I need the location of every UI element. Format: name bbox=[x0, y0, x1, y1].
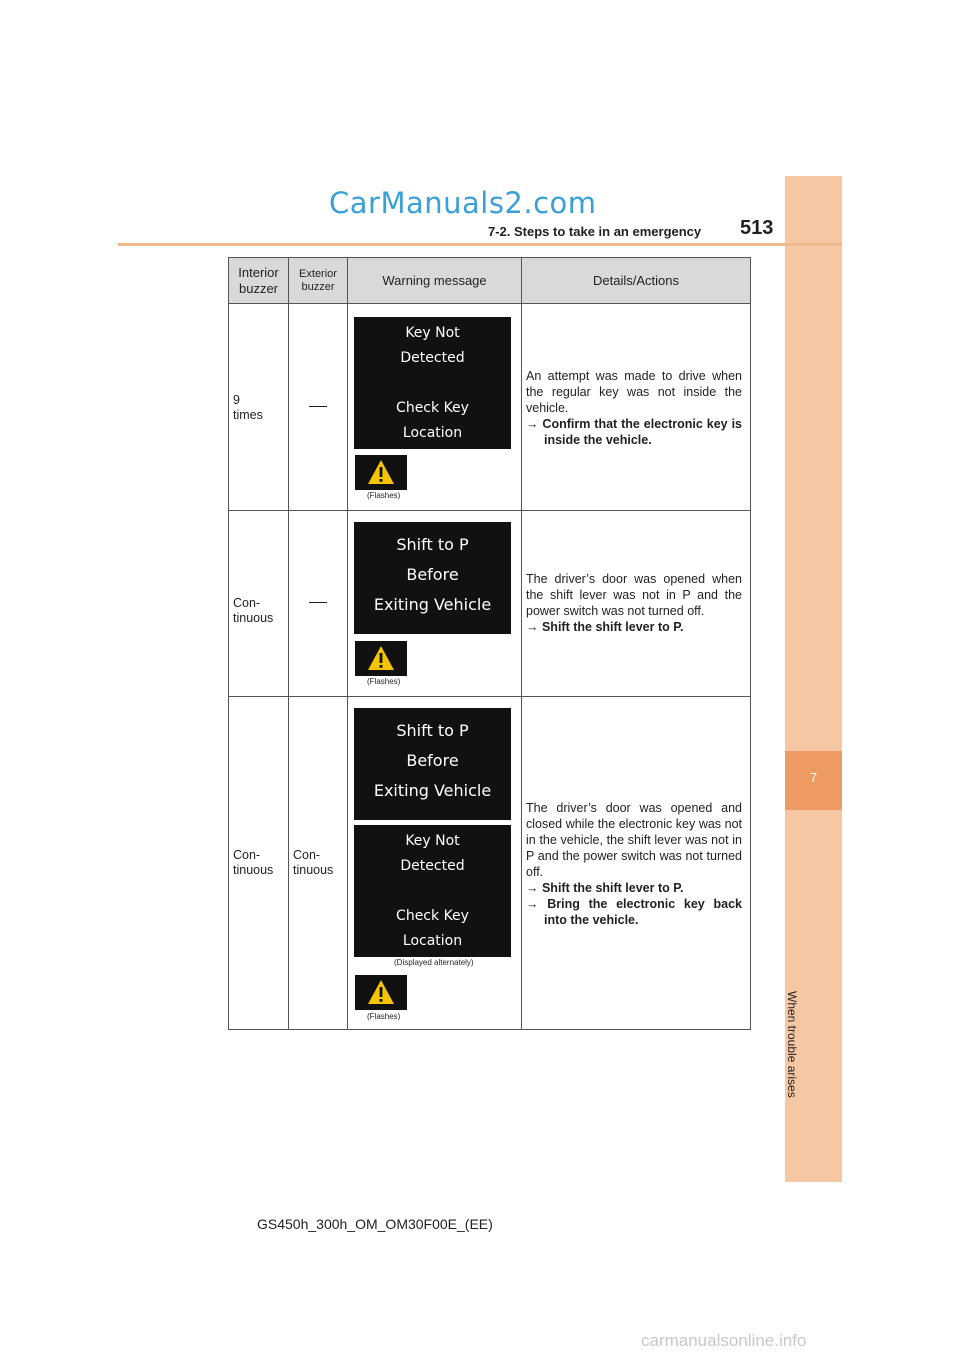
row3-interior-buzzer: Con- tinuous bbox=[233, 848, 274, 877]
row1-action: → Confirm that the electronic key is inside the vehicle. bbox=[526, 417, 742, 447]
page-number: 513 bbox=[740, 217, 774, 239]
display-line: Shift to P bbox=[396, 721, 469, 740]
row1-details bbox=[526, 368, 742, 448]
row-divider bbox=[229, 510, 750, 511]
display-line: Shift to P bbox=[396, 535, 469, 554]
display-line: Exiting Vehicle bbox=[373, 781, 492, 800]
row2-exterior-buzzer-none bbox=[309, 602, 327, 603]
header-interior-buzzer: Interior buzzer bbox=[238, 265, 279, 296]
chapter-side-tab bbox=[785, 176, 842, 1182]
row3-display-shift-to-p bbox=[354, 708, 511, 820]
row1-warning-caption: (Flashes) bbox=[367, 491, 401, 500]
display-line: Exiting Vehicle bbox=[373, 595, 492, 614]
row3-display-key-not-detected bbox=[354, 825, 511, 957]
header-warning-message: Warning message bbox=[382, 273, 487, 288]
row3-display-caption: (Displayed alternately) bbox=[394, 958, 474, 967]
display-line: Location bbox=[402, 933, 463, 949]
header-exterior-buzzer: Exterior buzzer bbox=[299, 268, 337, 293]
column-divider bbox=[288, 258, 289, 1029]
warning-triangle-icon bbox=[367, 979, 395, 1005]
watermark-carmanualsonline[interactable]: carmanualsonline.info bbox=[641, 1331, 807, 1350]
row1-exterior-buzzer-none bbox=[309, 406, 327, 407]
row1-display-key-not-detected bbox=[354, 317, 511, 449]
row2-details bbox=[526, 571, 742, 635]
row3-warning-caption: (Flashes) bbox=[367, 1012, 401, 1021]
header-rule bbox=[118, 243, 842, 246]
chapter-title: When trouble arises bbox=[785, 991, 799, 1098]
column-divider bbox=[521, 258, 522, 1029]
display-line: Key Not bbox=[405, 325, 460, 341]
display-line: Before bbox=[406, 565, 459, 584]
row2-display-shift-to-p bbox=[354, 522, 511, 634]
header-details-actions: Details/Actions bbox=[593, 273, 679, 288]
row2-interior-buzzer: Con- tinuous bbox=[233, 596, 274, 625]
warning-triangle-icon bbox=[367, 645, 395, 671]
row1-details-text: An attempt was made to drive when the regular key was not inside the vehicle. bbox=[526, 369, 742, 415]
row3-warning-light bbox=[355, 975, 407, 1010]
display-line: Detected bbox=[400, 858, 465, 874]
row2-action: → Shift the shift lever to P. bbox=[526, 620, 684, 634]
row2-warning-light bbox=[355, 641, 407, 676]
row3-details-text: The driver’s door was opened and closed while the electronic key was not in the vehicle, the shift lever was not in P and the power switch was not turned off. bbox=[526, 801, 742, 879]
row1-interior-buzzer: 9 times bbox=[233, 393, 263, 422]
footer-model-code: GS450h_300h_OM_OM30F00E_(EE) bbox=[257, 1216, 493, 1232]
chapter-number: 7 bbox=[809, 770, 818, 785]
display-line: Before bbox=[406, 751, 459, 770]
row2-warning-caption: (Flashes) bbox=[367, 677, 401, 686]
display-line: Check Key bbox=[396, 400, 469, 416]
display-line: Location bbox=[402, 425, 463, 441]
display-line: Detected bbox=[400, 350, 465, 366]
row3-exterior-buzzer: Con- tinuous bbox=[293, 848, 334, 877]
warning-triangle-icon bbox=[367, 459, 395, 485]
row3-action: → Bring the electronic key back into the vehicle. bbox=[526, 897, 742, 927]
row2-details-text: The driver’s door was opened when the shift lever was not in P and the power switch was not turned off. bbox=[526, 572, 742, 618]
display-line: Check Key bbox=[396, 908, 469, 924]
row3-details bbox=[526, 800, 742, 928]
column-divider bbox=[347, 258, 348, 1029]
warning-message-table bbox=[228, 257, 751, 1030]
watermark-carmanuals2[interactable]: CarManuals2.com bbox=[329, 186, 597, 220]
row3-action: → Shift the shift lever to P. bbox=[526, 881, 684, 895]
row1-warning-light bbox=[355, 455, 407, 490]
row-divider bbox=[229, 696, 750, 697]
section-title: 7-2. Steps to take in an emergency bbox=[488, 224, 702, 239]
display-line: Key Not bbox=[405, 833, 460, 849]
